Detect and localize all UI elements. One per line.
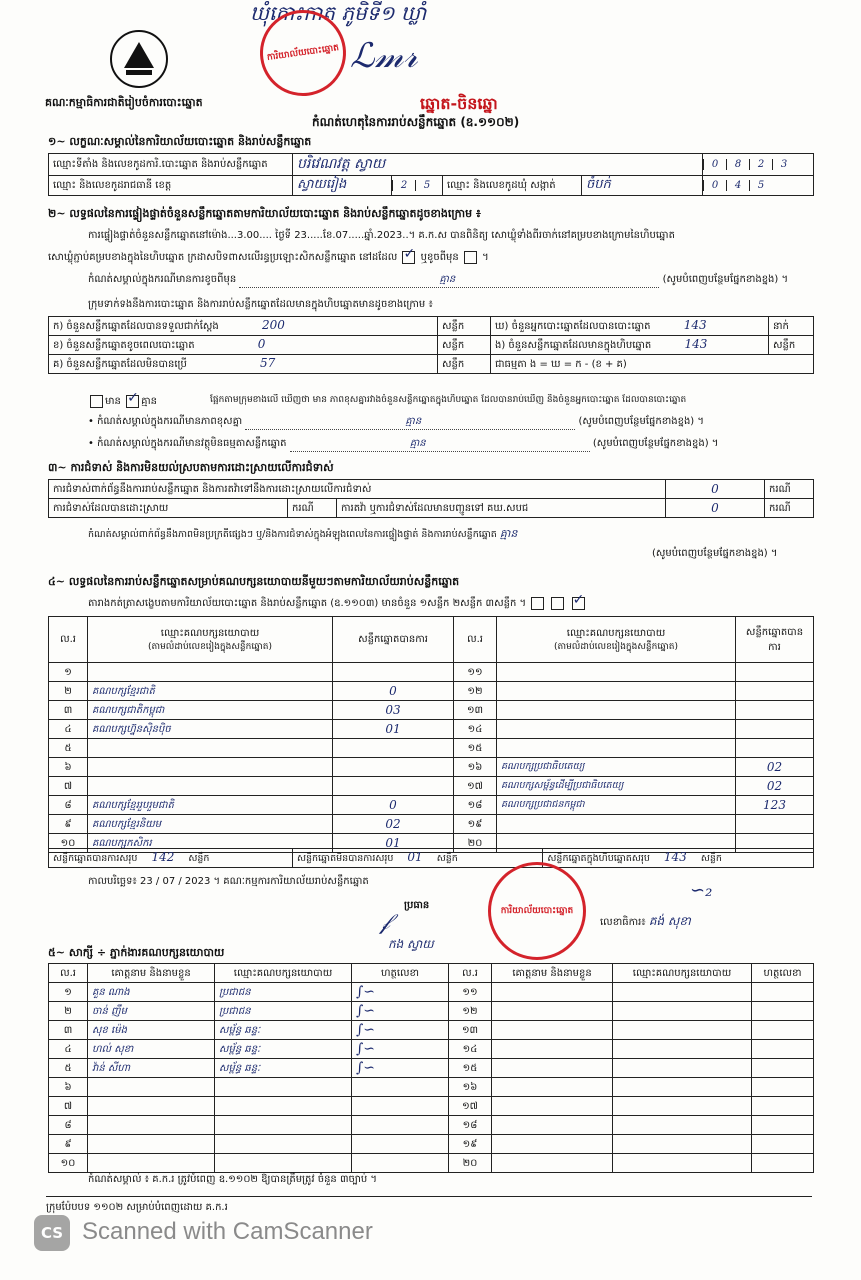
witness-signature: ∫∽ (352, 1059, 449, 1078)
signature-mark: ℒ𝓂𝓇 (350, 36, 418, 76)
row-no: ៥ (49, 1059, 88, 1078)
witness-name (492, 1154, 613, 1173)
witness-party (215, 1116, 352, 1135)
witness-party (613, 983, 752, 1002)
witness-signature (352, 1154, 449, 1173)
witness-name: ហល់ សុខា (88, 1040, 215, 1059)
party-name (497, 739, 736, 758)
witness-party (613, 1078, 752, 1097)
totals-table (48, 848, 814, 868)
votes-value: 02 (333, 815, 454, 834)
witness-party: សម្ព័ន្ធ ឆន្ទៈ (215, 1040, 352, 1059)
witness-party (613, 1021, 752, 1040)
sec3-row1-unit: ករណី (765, 480, 814, 499)
watermark-text: Scanned with CamScanner (82, 1218, 373, 1245)
row-no: ១៣ (454, 701, 497, 720)
col-votes-2: សន្លឹកឆ្នោតបានការ (736, 617, 814, 663)
witness-row (49, 1040, 814, 1059)
d-unit: នាក់ (769, 317, 814, 336)
sec3-row1-label: ការជំទាស់ពាក់ព័ន្ធនឹងការរាប់សន្លឹកឆ្នោត និងការតវ៉ាទៅនឹងការដោះស្រាយលើការជំទាស់ (49, 480, 666, 499)
witness-party: ប្រជាជន (215, 1002, 352, 1021)
c-value: 57 (260, 356, 276, 370)
sum-invalid-unit: សន្លឹក (436, 853, 458, 864)
sec2-title: ២~ លទ្ធផលនៃការផ្ទៀងផ្ទាត់ចំនួនសន្លឹកឆ្នោតតាមការិយាល័យបោះឆ្នោត និងរាប់សន្លឹកឆ្នោតដូចខាងក្រោម ៖ (48, 207, 481, 220)
sec3-row2-label2: ការតវ៉ា ឬការជំទាស់ដែលមានបញ្ជូនទៅ គឃ.សបជ (337, 499, 666, 518)
broken-checkbox[interactable] (464, 251, 477, 264)
row-no: ១៥ (454, 739, 497, 758)
votes-value (333, 739, 454, 758)
col-no: ល.រ (49, 617, 88, 663)
row-no: ២ (49, 1002, 88, 1021)
e-label: ង) ចំនួនសន្លឹកឆ្នោតដែលមានក្នុងហិបឆ្នោត (495, 340, 652, 351)
w-col-no-2: ល.រ (449, 964, 492, 983)
sec1-row2-label2: ឈ្មោះ និងលេខកូដឃុំ សង្កាត់ (443, 176, 582, 196)
witness-name (88, 1116, 215, 1135)
sec3-table (48, 479, 814, 518)
w-col-name: គោត្តនាម និងនាមខ្លួន (88, 964, 215, 983)
sec4-intro-row (88, 596, 587, 611)
col-party-sub-2: (តាមលំដាប់លេខរៀងក្នុងសន្លឹកឆ្នោត) (554, 641, 678, 652)
form-note: ក្រុមប៉ែបបទ ១១០២ សម្រាប់បំពេញដោយ គ.ក.រ (46, 1202, 228, 1213)
party-name (497, 720, 736, 739)
sec2-para2: សោឃ្លុំភ្ជាប់គម្របខាងក្នុងនៃហិបឆ្នោត ក្រដាសបិទពាសលើរន្ធប្រឡោះសិកសន្លឹកឆ្នោត នៅដដែល (48, 252, 398, 263)
witness-signature (752, 1002, 814, 1021)
a-label: ក) ចំនួនសន្លឹកឆ្នោតដែលបានទទួលជាក់ស្តែង (53, 321, 219, 332)
witness-signature (752, 1135, 814, 1154)
witness-row (49, 1002, 814, 1021)
row-no: ៧ (49, 1097, 88, 1116)
votes-value (333, 758, 454, 777)
sheet3-checkbox[interactable] (572, 597, 585, 610)
witness-signature (352, 1116, 449, 1135)
sum-valid-label: សន្លឹកឆ្នោតបានការសរុប (53, 853, 138, 864)
party-name (497, 701, 736, 720)
witness-name: ចាន់ ញឹម (88, 1002, 215, 1021)
witness-name (492, 1021, 613, 1040)
votes-value: 03 (333, 701, 454, 720)
intact-checkbox[interactable] (402, 251, 415, 264)
d-label: ឃ) ចំនួនអ្នកបោះឆ្នោតដែលបានបោះឆ្នោត (495, 321, 651, 332)
digit: 0 (703, 180, 726, 191)
secretary-row: លេខាធិការ៖ គង់ សុខា (600, 914, 691, 928)
party-name (88, 739, 333, 758)
witness-signature (752, 1116, 814, 1135)
camscanner-logo-icon: CS (34, 1215, 70, 1251)
witness-name (492, 1002, 613, 1021)
party-name: គណបក្សខ្មែររួបរួមជាតិ (88, 796, 333, 815)
sec2-para1: ការផ្ទៀងផ្ទាត់ចំនួនសន្លឹកឆ្នោតនៅម៉ោង...3.00.... ថ្ងៃទី 23.....ខែ.07.....ឆ្នាំ.2023..។ គ.ក.ស បានពិនិត្យ សោឃ្លុំទាំងពីរចាក់នៅគម្របខាងក្រោមនៃហិបឆ្នោត (88, 230, 675, 241)
votes-value (736, 663, 814, 682)
witness-row (49, 1021, 814, 1040)
party-name: គណបក្សហ្វ៊ុនស៊ិនប៉ិច (88, 720, 333, 739)
party-name: គណបក្សខ្មែរជាតិ (88, 682, 333, 701)
digit: 0 (703, 159, 726, 170)
chair-title: ប្រធាន (404, 900, 430, 911)
row-no: ១២ (454, 682, 497, 701)
sum-invalid: 01 (407, 850, 423, 864)
sec2-para3-row (88, 394, 157, 409)
row-no: ១០ (49, 834, 88, 853)
witness-name (88, 1097, 215, 1116)
witness-name (492, 1059, 613, 1078)
w-col-name-2: គោត្តនាម និងនាមខ្លួន (492, 964, 613, 983)
result-row (49, 796, 814, 815)
row-no: ១១ (454, 663, 497, 682)
witness-row (49, 1135, 814, 1154)
col-party-2: ឈ្មោះគណបក្សនយោបាយ (566, 627, 666, 639)
row-no: ២០ (449, 1154, 492, 1173)
witness-signature (352, 1097, 449, 1116)
row-no: ៩ (49, 815, 88, 834)
secretary-name: គង់ សុខា (648, 914, 691, 928)
row-no: ១៩ (449, 1135, 492, 1154)
w-col-no: ល.រ (49, 964, 88, 983)
votes-value: 01 (333, 720, 454, 739)
sec2-note3: • កំណត់សម្គាល់ក្នុងករណីមានវត្ថុមិនធម្មតាសន្លឹកឆ្នោត គ្មាន (សូមបំពេញបន្ថែមផ្នែកខាងខ្នង) ។ (88, 436, 718, 452)
sec1-row2-code (392, 176, 443, 196)
note2-value: គ្មាន (405, 416, 422, 427)
sum-box: 143 (663, 850, 687, 864)
witness-name (492, 1097, 613, 1116)
row-no: ១២ (449, 1002, 492, 1021)
emblem-icon (108, 28, 170, 90)
sec3-note-value: គ្មាន (499, 527, 518, 540)
witness-row (49, 1059, 814, 1078)
sec1-row2-value: ស្វាយរៀង (293, 176, 392, 196)
witness-signature (752, 1040, 814, 1059)
votes-value (736, 739, 814, 758)
sec3-note-label: កំណត់សម្គាល់ពាក់ព័ន្ធនឹងភាពមិនប្រក្រតីផ្សេងៗ ឬ/និងការជំទាស់ក្នុងអំឡុងពេលនៃការផ្ទៀងផ្ទាត់ និងការរាប់សន្លឹកឆ្នោត (88, 529, 497, 540)
sec1-row1-code (703, 154, 814, 176)
sec1-table (48, 153, 814, 196)
party-name (88, 758, 333, 777)
result-row (49, 815, 814, 834)
digit: 8 (726, 159, 749, 170)
sec1-title: ១~ លក្ខណៈសម្គាល់នៃការិយាល័យបោះឆ្នោត និងរាប់សន្លឹកឆ្នោត (48, 135, 312, 148)
witness-party (215, 1135, 352, 1154)
party-name (88, 777, 333, 796)
votes-value: 0 (333, 682, 454, 701)
sum-valid-unit: សន្លឹក (188, 853, 210, 864)
row-no: ១៦ (449, 1078, 492, 1097)
witness-party (215, 1078, 352, 1097)
doc-title: ឆ្នោត-ចិនឆ្នោ (420, 94, 498, 113)
footnote: កំណត់សម្គាល់ ៖ គ.ក.រ ត្រូវបំពេញ ឧ.១១០២ ឱ្យបានត្រឹមត្រូវ ចំនួន ៣ច្បាប់ ។ (88, 1174, 377, 1185)
chair-signature: 𝒻 (380, 910, 390, 935)
witness-party (215, 1154, 352, 1173)
row-no: ៤ (49, 720, 88, 739)
result-row (49, 682, 814, 701)
col-no-2: ល.រ (454, 617, 497, 663)
sec4-intro: តារាងកត់ត្រាសង្ខេបតាមការិយាល័យបោះឆ្នោត និងរាប់សន្លឹកឆ្នោត (ឧ.១១០៣) មានចំនួន ១សន្លឹក ២សន្លឹក ៣សន្លឹក ។ (88, 598, 527, 609)
a-value: 200 (261, 318, 285, 332)
witness-name (492, 983, 613, 1002)
witness-name (88, 1135, 215, 1154)
witness-party: សម្ព័ន្ធ ឆន្ទៈ (215, 1021, 352, 1040)
sheet1-checkbox[interactable] (531, 597, 544, 610)
sec4-title: ៤~ លទ្ធផលនៃការរាប់សន្លឹកឆ្នោតសម្រាប់គណបក្សនយោបាយនីមួយៗតាមការិយាល័យរាប់សន្លឹកឆ្នោត (48, 575, 460, 588)
witness-party (215, 1097, 352, 1116)
row-no: ១៥ (449, 1059, 492, 1078)
witness-party (613, 1154, 752, 1173)
party-name: គណបក្សខ្មែរនិយម (88, 815, 333, 834)
result-row (49, 663, 814, 682)
witness-party (613, 1116, 752, 1135)
witness-name: វ៉ាន់ សីហា (88, 1059, 215, 1078)
witness-signature (752, 1059, 814, 1078)
witness-row (49, 1078, 814, 1097)
witness-signature (752, 1078, 814, 1097)
sec3-note (88, 527, 808, 543)
formula: ជាធម្មតា ង = ឃ = ក - (ខ + គ) (491, 355, 814, 374)
date-line: កាលបរិច្ឆេទ៖ 23 / 07 / 2023 ។ គណៈកម្មការការិយាល័យរាប់សន្លឹកឆ្នោត (88, 876, 369, 887)
b-label: ខ) ចំនួនសន្លឹកឆ្នោតខូចពេលបោះឆ្នោត (53, 340, 195, 351)
diff-yes-label: មាន (105, 396, 121, 407)
sec3-title: ៣~ ការជំទាស់ និងការមិនយល់ស្របតាមការដោះស្រាយលើការជំទាស់ (48, 461, 334, 474)
sec1-row2-value2: ចំបក់ (582, 176, 703, 196)
witness-name (492, 1078, 613, 1097)
witness-party (613, 1002, 752, 1021)
diff-no-checkbox[interactable] (126, 395, 139, 408)
w-col-party-2: ឈ្មោះគណបក្សនយោបាយ (613, 964, 752, 983)
digit: 5 (749, 180, 772, 191)
top-handwriting: ឃុំកោះកាត ភូមិទី១ ឃ្លាំ (250, 1, 427, 25)
sec3-row2-unit-a: ករណី (288, 499, 337, 518)
sum-invalid-label: សន្លឹកឆ្នោតមិនបានការសរុប (296, 853, 394, 864)
sec2-note1 (88, 272, 788, 288)
note3-label: កំណត់សម្គាល់ក្នុងករណីមានវត្ថុមិនធម្មតាសន្លឹកឆ្នោត (97, 438, 287, 449)
col-party-sub: (តាមលំដាប់លេខរៀងក្នុងសន្លឹកឆ្នោត) (148, 641, 272, 652)
witness-party: សម្ព័ន្ធ ឆន្ទៈ (215, 1059, 352, 1078)
sec3-row1-value: 0 (666, 480, 765, 499)
row-no: ១០ (49, 1154, 88, 1173)
witness-row (49, 1116, 814, 1135)
col-party: ឈ្មោះគណបក្សនយោបាយ (160, 627, 260, 639)
witness-row (49, 1154, 814, 1173)
result-row (49, 701, 814, 720)
sec2-para2-row: សោឃ្លុំភ្ជាប់គម្របខាងក្នុងនៃហិបឆ្នោត ក្រដាសបិទពាសលើរន្ធប្រឡោះសិកសន្លឹកឆ្នោត នៅដដែល ✓ ឬខូចពីមុន ។ (48, 250, 489, 265)
row-no: ១៤ (449, 1040, 492, 1059)
secretary-title: លេខាធិការ (600, 917, 642, 928)
row-no: ២ (49, 682, 88, 701)
witness-signature (752, 1021, 814, 1040)
row-no: ៦ (49, 1078, 88, 1097)
party-name (497, 663, 736, 682)
w-col-sign-2: ហត្ថលេខា (752, 964, 814, 983)
result-row (49, 739, 814, 758)
sec1-row2-digits (703, 176, 814, 196)
b-unit: សន្លឹក (438, 336, 491, 355)
row-no: ១៣ (449, 1021, 492, 1040)
note1-value: គ្មាន (439, 274, 456, 285)
sec2-note2: • កំណត់សម្គាល់ក្នុងករណីមានភាពខុសគ្នា គ្មាន (សូមបំពេញបន្ថែមផ្នែកខាងខ្នង) ។ (88, 414, 704, 430)
party-name: គណបក្សប្រជាជនកម្ពុជា (497, 796, 736, 815)
row-no: ១៨ (454, 796, 497, 815)
votes-value (736, 701, 814, 720)
votes-value (333, 777, 454, 796)
chair-stamp-text: ការិយាល័យបោះឆ្នោត (500, 905, 574, 916)
witness-signature (752, 983, 814, 1002)
d-value: 143 (683, 318, 707, 332)
sec2-lead2: ក្រុមទាក់ទងនឹងការបោះឆ្នោត និងការរាប់សន្លឹកឆ្នោតដែលមានក្នុងហិបឆ្នោតមានដូចខាងក្រោម ៖ (88, 299, 433, 310)
witness-signature (352, 1135, 449, 1154)
row-no: ៨ (49, 1116, 88, 1135)
note1-suffix: (សូមបំពេញបន្ថែមផ្នែកខាងខ្នង) ។ (662, 274, 789, 285)
counts-table (48, 316, 814, 374)
result-row (49, 720, 814, 739)
results-table (48, 616, 814, 853)
party-name (88, 663, 333, 682)
a-unit: សន្លឹក (438, 317, 491, 336)
sec3-row2-label: ការជំទាស់ដែលបានដោះស្រាយ (49, 499, 288, 518)
row-no: ៦ (49, 758, 88, 777)
b-value: 0 (257, 337, 266, 351)
witness-signature: ∫∽ (352, 1040, 449, 1059)
sum-valid: 142 (151, 850, 175, 864)
votes-value: 01 (333, 834, 454, 853)
row-no: ៣ (49, 701, 88, 720)
sum-box-unit: សន្លឹក (700, 853, 722, 864)
witness-signature (352, 1078, 449, 1097)
witness-name (88, 1154, 215, 1173)
witness-signature: ∫∽ (352, 983, 449, 1002)
witness-party (613, 1059, 752, 1078)
sec2-para3: ផ្អែកតាមក្រុមខាងលើ ឃើញថា មាន ភាពខុសគ្នារវាងចំនួនសន្លឹកឆ្នោតក្នុងហិបឆ្នោត ដែលបានរាប់ឃើញ និងចំនួនអ្នកបោះឆ្នោត ដែលបានបោះឆ្នោត (210, 395, 687, 405)
note2-label: កំណត់សម្គាល់ក្នុងករណីមានភាពខុសគ្នា (97, 416, 243, 427)
row-no: ១ (49, 663, 88, 682)
secretary-mark: ∽₂ (690, 880, 713, 901)
stamp-text: ការិយាល័យបោះឆ្នោត (266, 42, 340, 63)
result-row (49, 777, 814, 796)
witness-name (492, 1116, 613, 1135)
note2-suffix: (សូមបំពេញបន្ថែមផ្នែកខាងខ្នង) ។ (578, 416, 704, 427)
votes-value (736, 682, 814, 701)
sheet2-checkbox[interactable] (551, 597, 564, 610)
party-name (497, 815, 736, 834)
sec3-suffix: (សូមបំពេញបន្ថែមផ្នែកខាងខ្នង) ។ (652, 548, 778, 559)
row-no: ៧ (49, 777, 88, 796)
result-row (49, 758, 814, 777)
row-no: ១១ (449, 983, 492, 1002)
note3-value: គ្មាន (409, 438, 426, 449)
witness-table (48, 963, 814, 1173)
row-no: ៩ (49, 1135, 88, 1154)
e-unit: សន្លឹក (769, 336, 814, 355)
votes-value: 02 (736, 758, 814, 777)
row-no: ៤ (49, 1040, 88, 1059)
witness-party (613, 1135, 752, 1154)
row-no: ៨ (49, 796, 88, 815)
c-label: គ) ចំនួនសន្លឹកឆ្នោតដែលមិនបានប្រើ (53, 359, 187, 370)
org-name: គណៈកម្មាធិការជាតិរៀបចំការបោះឆ្នោត (45, 96, 203, 109)
sec1-row1-label: ឈ្មោះទីតាំង និងលេខកូដការិ.បោះឆ្នោត និងរាប់សន្លឹកឆ្នោត (49, 154, 293, 176)
sec3-row2-value: 0 (666, 499, 765, 518)
row-no: ២០ (454, 834, 497, 853)
party-name: គណបក្សប្រជាធិបតេយ្យ (497, 758, 736, 777)
row-no: ១៨ (449, 1116, 492, 1135)
digit: 3 (772, 159, 795, 170)
sec1-row2-label: ឈ្មោះ និងលេខកូដរាជធានី ខេត្ត (49, 176, 293, 196)
intact-opt-label: ឬខូចពីមុន (420, 252, 459, 263)
digit: 2 (392, 180, 415, 191)
note3-suffix: (សូមបំពេញបន្ថែមផ្នែកខាងខ្នង) ។ (592, 438, 719, 449)
row-no: ១៧ (449, 1097, 492, 1116)
votes-value (736, 815, 814, 834)
witness-name (88, 1078, 215, 1097)
row-no: ១ (49, 983, 88, 1002)
digit: 2 (749, 159, 772, 170)
c-unit: សន្លឹក (438, 355, 491, 374)
votes-value: 0 (333, 796, 454, 815)
party-name: គណបក្សសម្ព័ន្ធដើម្បីប្រជាធិបតេយ្យ (497, 777, 736, 796)
party-name: គណបក្សកសិករ (88, 834, 333, 853)
witness-name (492, 1040, 613, 1059)
doc-subtitle: កំណត់ហេតុនៃការរាប់សន្លឹកឆ្នោត (ឧ.១១០២) (312, 115, 520, 129)
diff-yes-checkbox[interactable] (90, 395, 103, 408)
votes-value: 02 (736, 777, 814, 796)
witness-party: ប្រជាជន (215, 983, 352, 1002)
row-no: ៥ (49, 739, 88, 758)
witness-name: គួន ណាង (88, 983, 215, 1002)
digit: 4 (726, 180, 749, 191)
sec5-title: ៥~ សាក្សី ÷ ភ្នាក់ងារគណបក្សនយោបាយ (48, 946, 225, 959)
row-no: ១៦ (454, 758, 497, 777)
digit: 5 (415, 180, 438, 191)
witness-name (492, 1135, 613, 1154)
diff-no-label: គ្មាន (141, 396, 157, 407)
w-col-party: ឈ្មោះគណបក្សនយោបាយ (215, 964, 352, 983)
chair-stamp (488, 862, 586, 960)
witness-name: សុខ ម៉េង (88, 1021, 215, 1040)
row-no: ១៧ (454, 777, 497, 796)
sec3-row2-unit-b: ករណី (765, 499, 814, 518)
witness-party (613, 1040, 752, 1059)
witness-signature (752, 1097, 814, 1116)
votes-value (333, 663, 454, 682)
w-col-sign: ហត្ថលេខា (352, 964, 449, 983)
col-votes: សន្លឹកឆ្នោតបានការ (333, 617, 454, 663)
footer-rule (46, 1196, 812, 1197)
witness-party (613, 1097, 752, 1116)
witness-row (49, 983, 814, 1002)
chair-name: កង ស្វាយ (388, 937, 434, 951)
sum-box-label: សន្លឹកឆ្នោតក្នុងហិបឆ្នោតសរុប (547, 853, 650, 864)
witness-row (49, 1097, 814, 1116)
witness-signature: ∫∽ (352, 1002, 449, 1021)
row-no: ៣ (49, 1021, 88, 1040)
witness-signature (752, 1154, 814, 1173)
votes-value: 123 (736, 796, 814, 815)
party-name (497, 682, 736, 701)
votes-value (736, 720, 814, 739)
party-name: គណបក្សជាតិកម្ពុជា (88, 701, 333, 720)
witness-signature: ∫∽ (352, 1021, 449, 1040)
note1-label: កំណត់សម្គាល់ក្នុងករណីមានការខូចពីមុន (88, 274, 237, 285)
e-value: 143 (684, 337, 708, 351)
sec1-row1-value: បរិវេណវត្ត ស្វាយ (293, 154, 703, 176)
row-no: ១៩ (454, 815, 497, 834)
row-no: ១៤ (454, 720, 497, 739)
